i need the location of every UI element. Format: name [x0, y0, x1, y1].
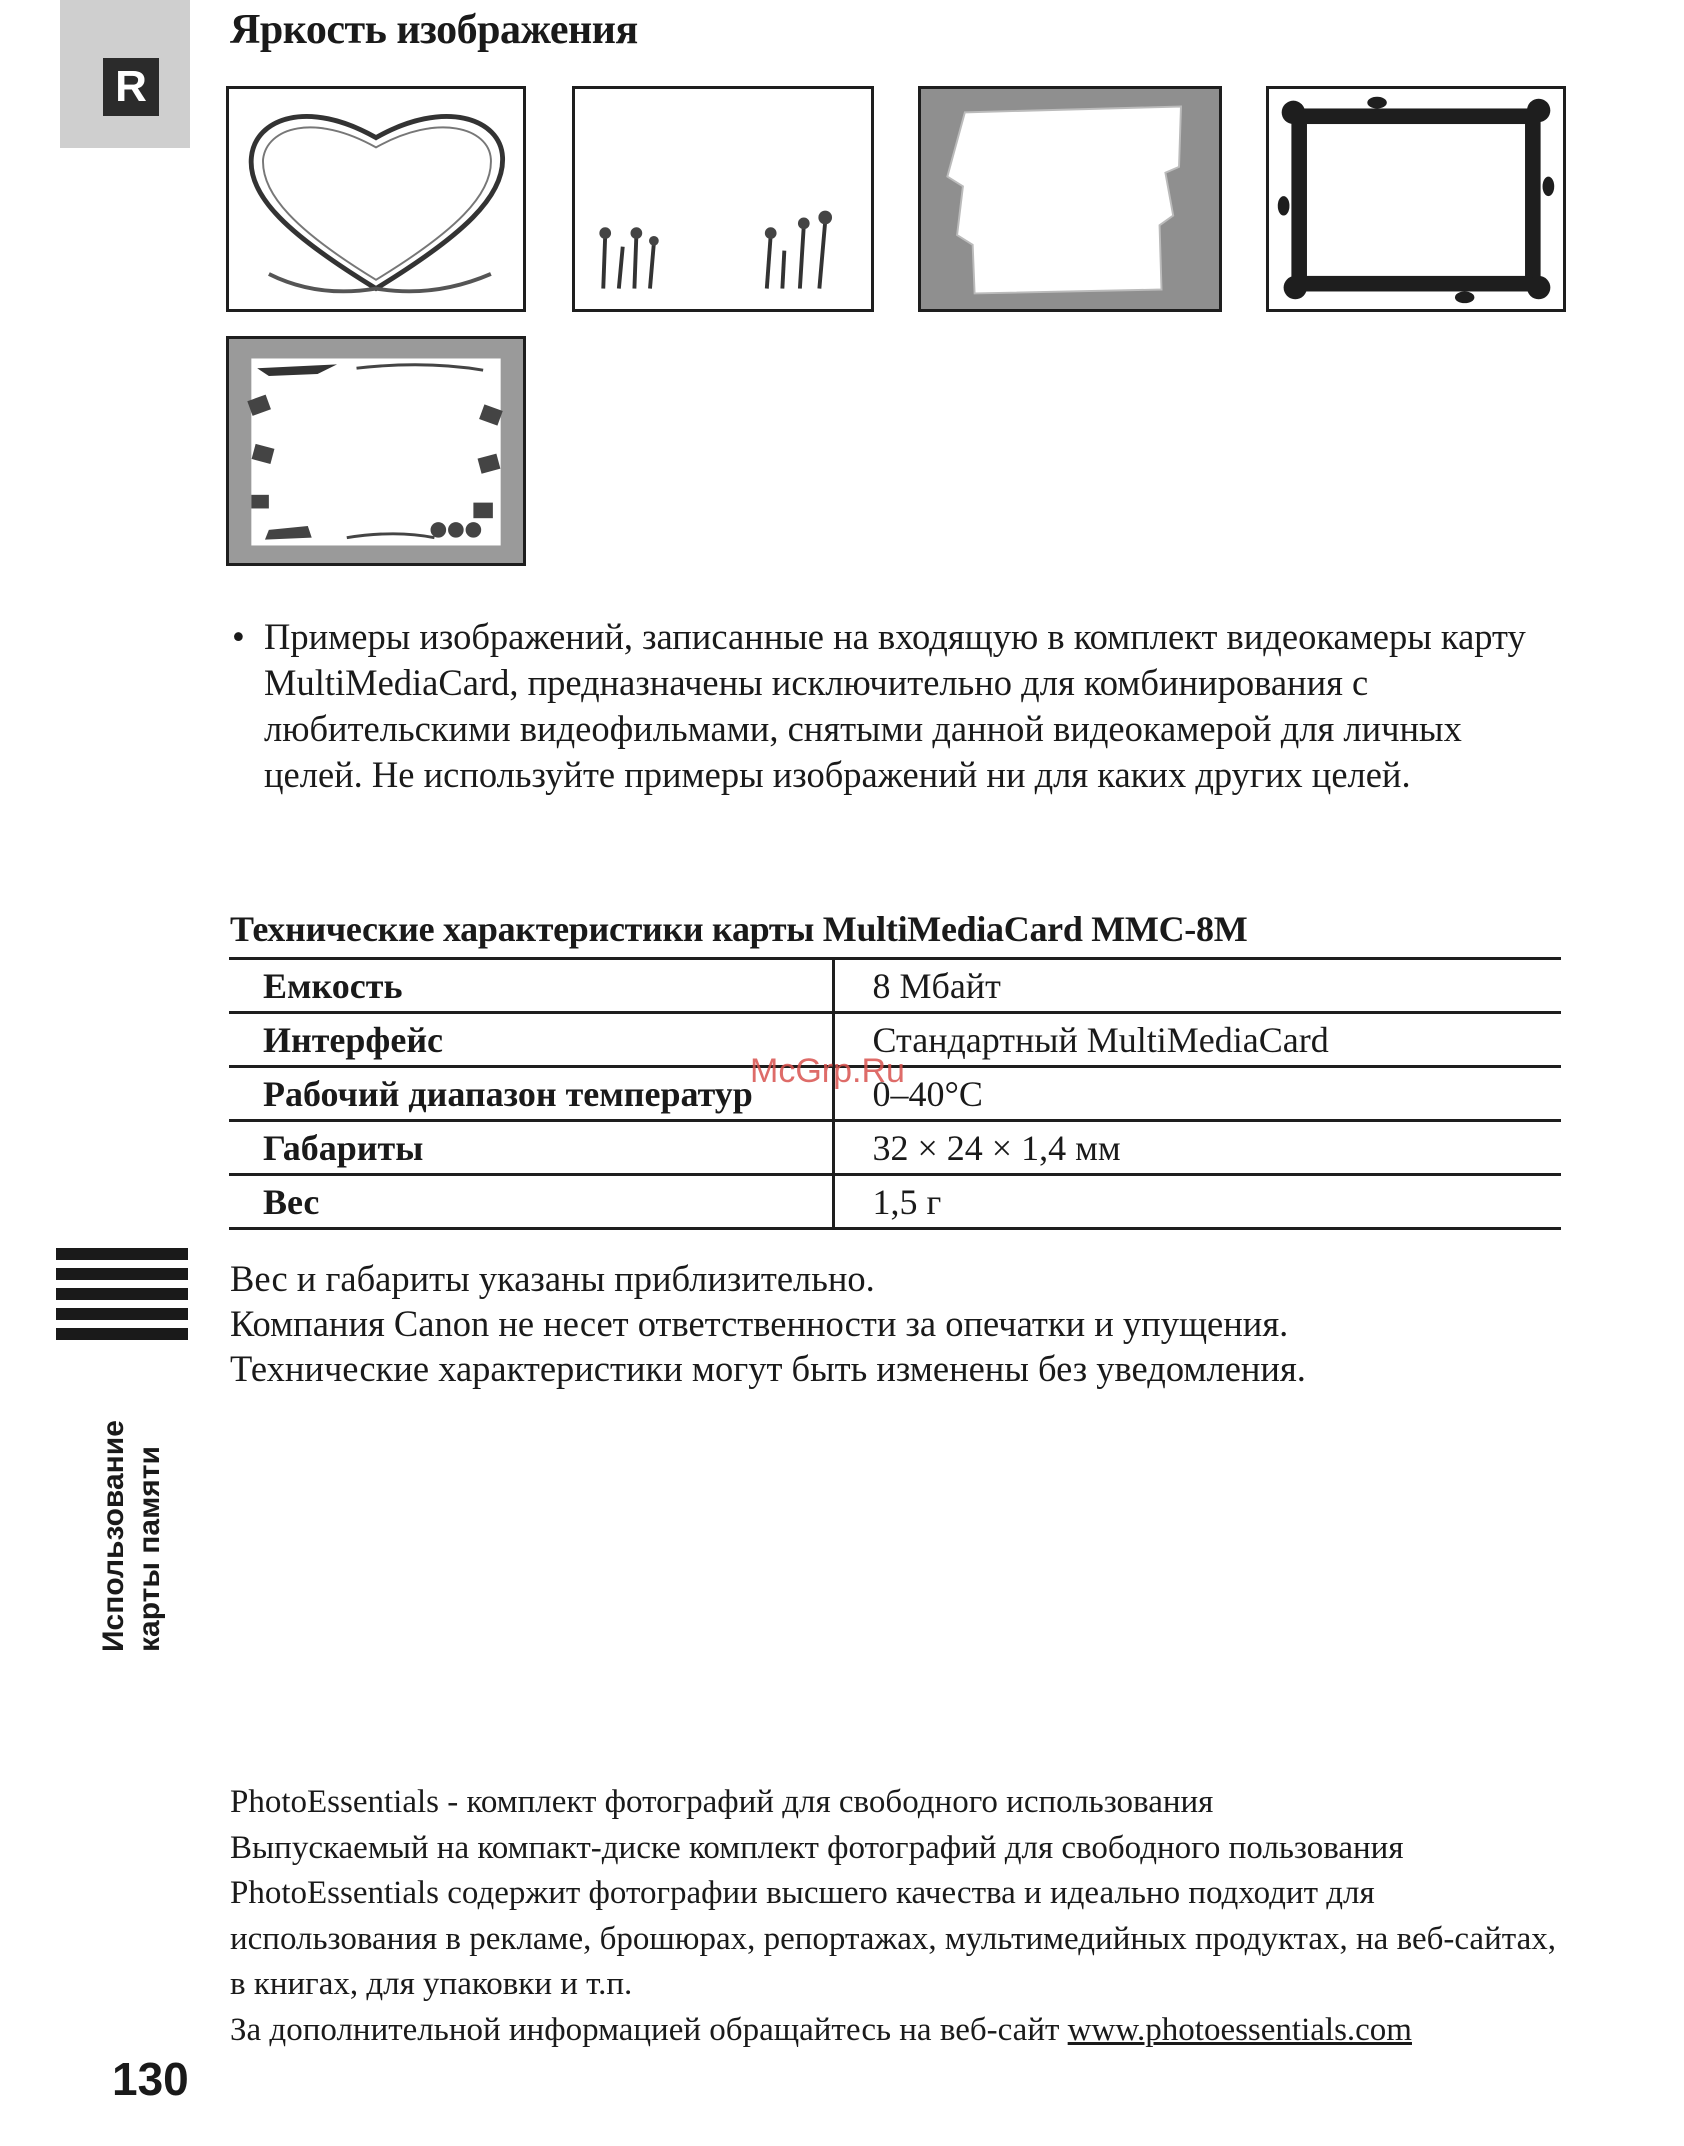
spec-label: Габариты: [229, 1121, 833, 1175]
photoessentials-contact: [230, 2008, 1570, 2054]
flowers-frame-image: [572, 86, 874, 312]
spec-value: 0–40°C: [833, 1067, 1561, 1121]
spec-table: [229, 957, 1561, 1230]
photoessentials-info: [230, 1780, 1570, 2053]
spec-value: 1,5 г: [833, 1175, 1561, 1229]
branch-icon: [1269, 89, 1563, 309]
branch-frame-image: [1266, 86, 1566, 312]
chapter-tab-bars: [56, 1248, 188, 1348]
disclaimer-line: Технические характеристики могут быть изменены без уведомления.: [230, 1348, 1306, 1389]
sample-images-note: [232, 614, 1552, 798]
disclaimer-line: Компания Canon не несет ответственности за опечатки и упущения.: [230, 1303, 1289, 1344]
travel-frame-image: [226, 336, 526, 566]
gray-border-frame-image: [918, 86, 1222, 312]
heart-frame-image: [226, 86, 526, 312]
spec-value: Стандартный MultiMediaCard: [833, 1013, 1561, 1067]
section-title: Яркость изображения: [230, 7, 638, 53]
table-row: [229, 1175, 1561, 1229]
bullet: •: [232, 616, 245, 657]
spec-value: 8 Мбайт: [833, 959, 1561, 1013]
table-row: [229, 1121, 1561, 1175]
travel-stamps-icon: [229, 339, 523, 563]
spec-label: Интерфейс: [229, 1013, 833, 1067]
side-label-line: Использование: [97, 1420, 130, 1652]
table-row: [229, 959, 1561, 1013]
spec-label: Вес: [229, 1175, 833, 1229]
photoessentials-paragraph: Выпускаемый на компакт-диске комплект фотографий для свободного пользования PhotoEssentials содержит фотографии высшего качества и идеально подходит для использования в рекламе, брошюрах, репортажах, мультимедийных продуктах, на веб-сайтах, в книгах, для упаковки и т.п.: [230, 1829, 1556, 2002]
flowers-icon: [575, 89, 871, 309]
disclaimer-line: Вес и габариты указаны приблизительно.: [230, 1258, 875, 1299]
chapter-side-label: [96, 1372, 166, 1652]
contact-prefix: За дополнительной информацией обращайтесь на веб-сайт: [230, 2011, 1068, 2048]
torn-paper-icon: [921, 89, 1219, 309]
website-link[interactable]: www.photoessentials.com: [1067, 2011, 1412, 2048]
section-letter-badge: R: [103, 58, 159, 116]
watermark: McGrp.Ru: [750, 1052, 905, 1090]
side-label-line: карты памяти: [133, 1446, 166, 1652]
spec-label: Емкость: [229, 959, 833, 1013]
photoessentials-heading: PhotoEssentials - комплект фотографий для свободного использования: [230, 1784, 1214, 1820]
disclaimers: [230, 1256, 1570, 1391]
spec-value: 32 × 24 × 1,4 мм: [833, 1121, 1561, 1175]
spec-label: Рабочий диапазон температур: [229, 1067, 833, 1121]
note-text: Примеры изображений, записанные на входящую в комплект видеокамеры карту MultiMediaCard, предназначены исключительно для комбинирования с любительскими видеофильмами, снятыми данной видеокамерой для личных целей. Не используйте примеры изображений ни для каких других целей.: [264, 616, 1526, 795]
spec-table-title: Технические характеристики карты MultiMediaCard MMC-8M: [230, 909, 1248, 949]
page-number: 130: [112, 2053, 189, 2105]
heart-icon: [229, 89, 523, 309]
